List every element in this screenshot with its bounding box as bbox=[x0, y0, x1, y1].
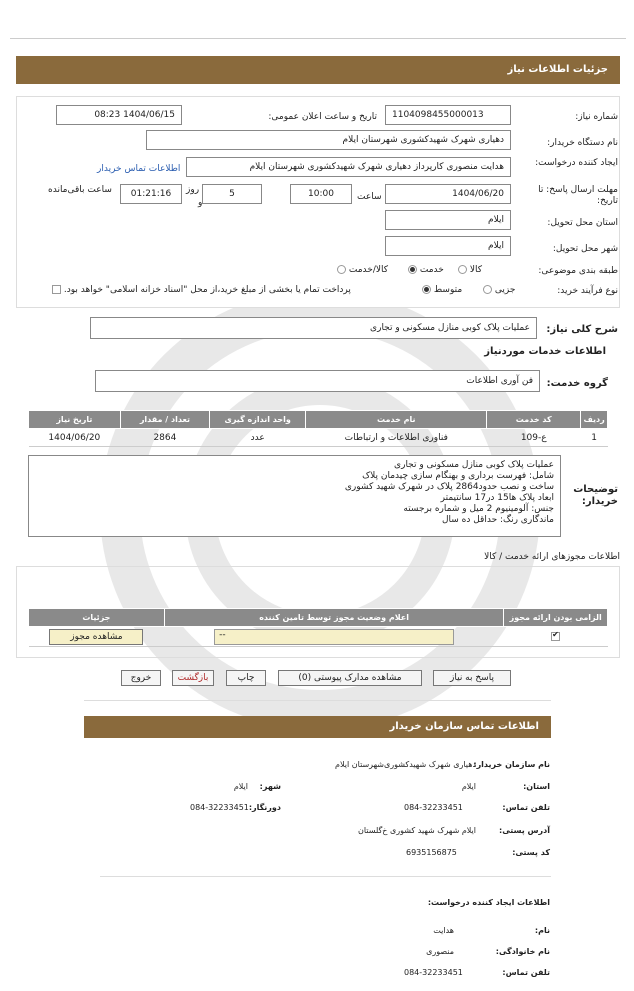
city-label-contact: شهر: bbox=[259, 782, 281, 791]
last-name-label: نام خانوادگی: bbox=[495, 947, 550, 956]
checked-checkbox-icon: ✔ bbox=[552, 629, 559, 639]
org-name-value: دهیاری شهرک شهیدکشوری‌شهرستان ایلام bbox=[335, 760, 476, 769]
cell-status bbox=[164, 627, 504, 647]
category-label: طبقه بندی موضوعی: bbox=[538, 266, 618, 276]
phone-label: تلفن تماس: bbox=[502, 803, 550, 812]
desc-line: عملیات پلاک کوبی منازل مسکونی و تجاری bbox=[394, 460, 554, 470]
address-label: آدرس پستی: bbox=[499, 826, 550, 835]
cell-unit: عدد bbox=[210, 429, 306, 447]
cell-qty: 2864 bbox=[120, 429, 209, 447]
time-label: ساعت bbox=[357, 192, 382, 202]
col-qty: تعداد / مقدار bbox=[120, 411, 209, 429]
category-option-service[interactable]: خدمت bbox=[408, 265, 444, 275]
days-label: روز bbox=[186, 185, 200, 195]
page-header bbox=[16, 56, 620, 84]
radio-selected-icon bbox=[408, 265, 417, 274]
postal-label: کد پستی: bbox=[512, 848, 550, 857]
radio-selected-icon bbox=[422, 285, 431, 294]
cell-name: فناوری اطلاعات و ارتباطات bbox=[306, 429, 487, 447]
process-option-minor[interactable]: جزیی bbox=[483, 285, 515, 295]
creator-phone-value: 084-32233451 bbox=[404, 968, 463, 977]
buyer-desc-label: توضیحات خریدار: bbox=[573, 484, 618, 507]
and-label: و bbox=[198, 198, 203, 208]
divider bbox=[84, 700, 551, 701]
first-name-value: هدایت bbox=[433, 926, 454, 935]
city-field[interactable]: ایلام bbox=[385, 236, 511, 256]
contact-header bbox=[84, 716, 551, 738]
divider bbox=[100, 876, 551, 877]
top-divider bbox=[10, 38, 626, 39]
desc-line: ابعاد پلاک ها15 در17 سانتیمتر bbox=[440, 493, 554, 503]
category-option-goods[interactable]: کالا bbox=[458, 265, 482, 275]
deadline-date-field[interactable]: 1404/06/20 bbox=[385, 184, 511, 204]
services-title: اطلاعات خدمات موردنیاز bbox=[484, 346, 606, 357]
contact-title: اطلاعات تماس سازمان خریدار bbox=[389, 721, 539, 732]
attachments-button[interactable]: مشاهده مدارک پیوستی (0) bbox=[278, 670, 422, 686]
items-table-header bbox=[29, 411, 608, 429]
creator-field[interactable]: هدایت منصوری کارپرداز دهیاری شهرک شهیدکشوری شهرستان ایلام bbox=[186, 157, 511, 177]
radio-icon bbox=[337, 265, 346, 274]
announce-label: تاریخ و ساعت اعلان عمومی: bbox=[268, 112, 377, 122]
process-option-medium[interactable]: متوسط bbox=[422, 285, 462, 295]
col-name: نام خدمت bbox=[306, 411, 487, 429]
buyer-org-label: نام دستگاه خریدار: bbox=[547, 138, 618, 148]
desc-line: ساخت و نصب حدود2864 پلاک در شهرک شهید کشوری bbox=[344, 482, 554, 492]
buyer-desc-field[interactable] bbox=[28, 455, 561, 537]
permits-title: اطلاعات مجوزهای ارائه خدمت / کالا bbox=[484, 552, 620, 562]
city-label: شهر محل تحویل: bbox=[552, 244, 618, 254]
col-row: ردیف bbox=[581, 411, 608, 429]
fax-label: دورنگار: bbox=[248, 803, 281, 812]
service-group-field[interactable]: فن آوری اطلاعات bbox=[95, 370, 540, 392]
creator-label: ایجاد کننده درخواست: bbox=[535, 158, 618, 168]
creator-info-title: اطلاعات ایجاد کننده درخواست: bbox=[427, 898, 550, 907]
summary-field[interactable]: عملیات پلاک کوبی منازل مسکونی و تجاری bbox=[90, 317, 537, 339]
back-button[interactable]: بازگشت bbox=[172, 670, 214, 686]
cell-row: 1 bbox=[581, 429, 608, 447]
exit-button[interactable]: خروج bbox=[121, 670, 161, 686]
need-number-label: شماره نیاز: bbox=[575, 112, 618, 122]
province-label: استان محل تحویل: bbox=[547, 218, 618, 228]
first-name-label: نام: bbox=[534, 926, 550, 935]
radio-icon bbox=[483, 285, 492, 294]
address-value: ایلام شهرک شهید کشوری خ‌گلستان bbox=[357, 826, 476, 835]
col-details: جزئیات bbox=[29, 609, 165, 627]
last-name-value: منصوری bbox=[426, 947, 454, 956]
deadline-time-field[interactable]: 10:00 bbox=[290, 184, 352, 204]
desc-line: ماندگاری رنگ: حداقل ده سال bbox=[441, 515, 554, 525]
col-code: کد خدمت bbox=[487, 411, 581, 429]
table-row[interactable] bbox=[29, 429, 608, 447]
city-value-contact: ایلام bbox=[233, 782, 248, 791]
buyer-contact-link[interactable]: اطلاعات تماس خریدار bbox=[97, 164, 181, 174]
category-option-both[interactable]: کالا/خدمت bbox=[337, 265, 388, 275]
payment-note[interactable]: پرداخت تمام یا بخشی از مبلغ خرید،از محل "اسناد خزانه اسلامی" خواهد بود. bbox=[52, 285, 351, 295]
cell-details bbox=[29, 627, 165, 647]
cell-date: 1404/06/20 bbox=[29, 429, 121, 447]
radio-icon bbox=[458, 265, 467, 274]
respond-button[interactable]: پاسخ به نیاز bbox=[433, 670, 511, 686]
view-permit-button[interactable]: مشاهده مجوز bbox=[49, 629, 143, 645]
creator-phone-label: تلفن تماس: bbox=[502, 968, 550, 977]
print-button[interactable]: چاپ bbox=[226, 670, 266, 686]
permit-status-field[interactable]: -- bbox=[214, 629, 454, 645]
table-row bbox=[29, 627, 608, 647]
permits-table-header bbox=[29, 609, 608, 627]
phone-value: 084-32233451 bbox=[404, 803, 463, 812]
postal-value: 6935156875 bbox=[406, 848, 457, 857]
cell-code: ع-109 bbox=[487, 429, 581, 447]
org-name-label: نام سازمان خریدار: bbox=[473, 760, 550, 769]
buyer-org-field[interactable]: دهیاری شهرک شهیدکشوری شهرستان ایلام bbox=[146, 130, 511, 150]
province-value-contact: ایلام bbox=[461, 782, 476, 791]
permits-table bbox=[28, 608, 608, 647]
province-label-contact: استان: bbox=[523, 782, 550, 791]
service-group-label: گروه خدمت: bbox=[546, 378, 608, 389]
summary-label: شرح کلی نیاز: bbox=[546, 324, 618, 335]
items-table bbox=[28, 410, 608, 447]
process-label: نوع فرآیند خرید: bbox=[557, 286, 618, 296]
announce-field[interactable]: 1404/06/15 08:23 bbox=[56, 105, 182, 125]
province-field[interactable]: ایلام bbox=[385, 210, 511, 230]
remaining-time-field[interactable]: 01:21:16 bbox=[120, 184, 182, 204]
fax-value: 084-32233451 bbox=[190, 803, 249, 812]
desc-line: جنس: آلومینیوم 2 میل و شماره برجسته bbox=[403, 504, 554, 514]
page-title: جزئیات اطلاعات نیاز bbox=[507, 64, 608, 75]
checkbox-icon bbox=[52, 285, 61, 294]
remaining-label: ساعت باقی‌مانده bbox=[48, 185, 112, 195]
cell-required bbox=[504, 627, 608, 647]
desc-line: شامل: فهرست برداری و بهنگام سازی چیدمان پلاک bbox=[362, 471, 554, 481]
need-number-field[interactable]: 1104098455000013 bbox=[385, 105, 511, 125]
col-status: اعلام وضعیت مجوز توسط تامین کننده bbox=[164, 609, 504, 627]
days-field[interactable]: 5 bbox=[202, 184, 262, 204]
deadline-label: مهلت ارسال پاسخ: تا تاریخ: bbox=[538, 185, 618, 206]
col-date: تاریخ نیاز bbox=[29, 411, 121, 429]
col-required: الزامی بودن ارائه مجوز bbox=[504, 609, 608, 627]
col-unit: واحد اندازه گیری bbox=[210, 411, 306, 429]
